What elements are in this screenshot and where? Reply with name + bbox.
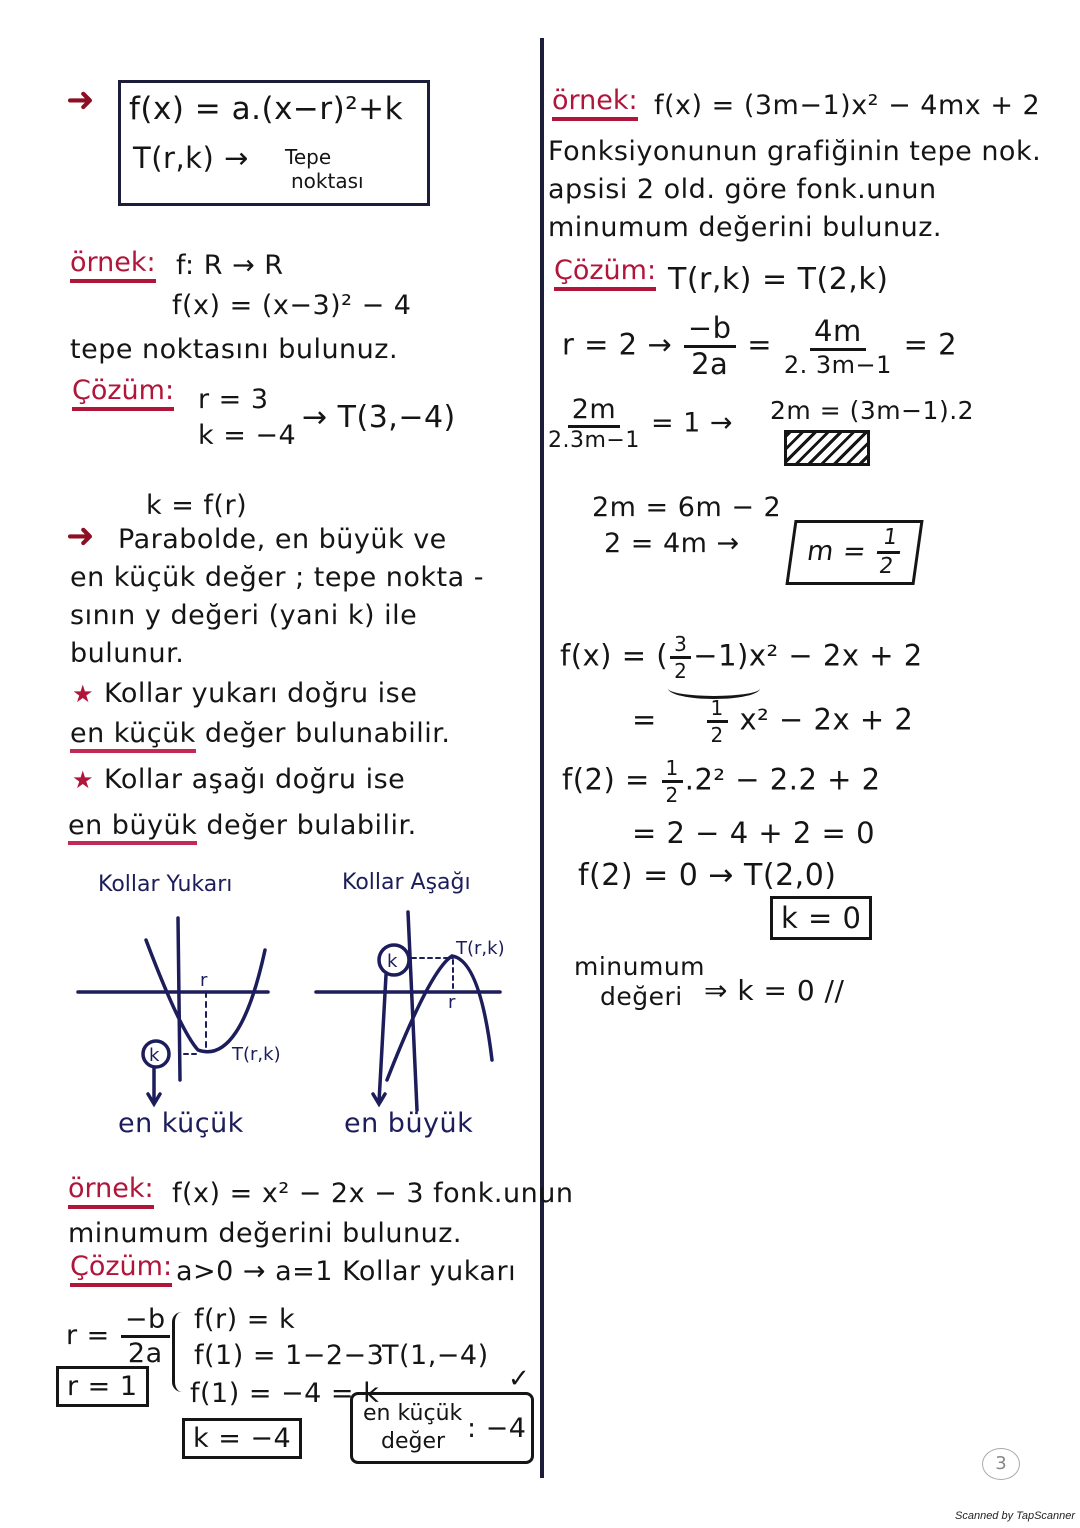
rule-line-4: bulunur. [70, 638, 185, 669]
final-label-1: minumum [574, 952, 706, 981]
example1-k: k = −4 [198, 420, 297, 451]
red-arrow-icon: ➜ [66, 80, 95, 120]
final-value: ⇒ k = 0 // [704, 974, 845, 1007]
star-icon: ★ [72, 680, 94, 708]
answer-box: en küçük değer : −4 [350, 1392, 534, 1464]
example2-formula: f(x) = (3m−1)x² − 4mx + 2 [654, 90, 1041, 121]
vertex-form-formula: f(x) = a.(x−r)²+k [129, 91, 404, 127]
example-label: örnek: [68, 1174, 154, 1209]
star1-rest: değer bulunabilir. [204, 718, 451, 749]
example2-s5: 2 = 4m → [604, 528, 740, 559]
solution-label: Çözüm: [554, 256, 656, 291]
graph2-r-label: r [448, 992, 456, 1013]
example2-s2: r = 2 → $\frac{-b}{2a}$ = $\frac{4m}{2. 3m-1}$ = 2 [562, 311, 958, 381]
example2-s10: f(2) = 0 → T(2,0) [578, 858, 837, 893]
scanner-watermark: Scanned by TapScanner [955, 1510, 1076, 1522]
example1-r: r = 3 [198, 384, 269, 415]
example-label: örnek: [552, 86, 638, 121]
graph2-caption: en büyük [344, 1108, 474, 1139]
graph1-vertex-label: T(r,k) [232, 1044, 281, 1065]
checkmark-icon: ✓ [508, 1364, 530, 1394]
rule-line-3: sının y değeri (yani k) ile [70, 600, 418, 631]
star2-highlight: en büyük [68, 810, 197, 845]
m-boxed: m = $\frac{1}{2}$ [785, 520, 923, 585]
final-label-2: değeri [600, 982, 683, 1011]
solution-label: Çözüm: [72, 376, 174, 411]
graph1-caption: en küçük [118, 1108, 244, 1139]
graph2-vertex-label: T(r,k) [456, 938, 505, 959]
brace [172, 1312, 185, 1392]
example2-s7: = $\frac{1}{2}$ x² − 2x + 2 [632, 696, 914, 747]
parabola-graphs [60, 880, 530, 1140]
rule-line-2: en küçük değer ; tepe nokta - [70, 562, 485, 593]
example2-line3: minumum değerini bulunuz. [548, 212, 942, 243]
star1-line1: Kollar yukarı doğru ise [104, 678, 418, 709]
rule-line-1: Parabolde, en büyük ve [118, 524, 447, 555]
example3-step2: f(1) = 1−2−3 [194, 1340, 385, 1371]
example3-vertex: T(1,−4) [382, 1340, 489, 1371]
solution-label: Çözüm: [70, 1252, 172, 1287]
graph1-k-label: k [149, 1045, 160, 1066]
graph1-title: Kollar Yukarı [98, 872, 233, 897]
graph2-title: Kollar Aşağı [342, 870, 471, 895]
example1-question: tepe noktasını bulunuz. [70, 334, 399, 365]
red-arrow-icon: ➜ [66, 516, 95, 556]
example1-domain: f: R → R [176, 250, 284, 281]
page-number: 3 [982, 1448, 1020, 1480]
star1-highlight: en küçük [70, 718, 196, 753]
vertex-label-2: noktası [291, 169, 364, 193]
example3-step1: f(r) = k [194, 1304, 296, 1335]
column-divider [540, 38, 544, 1478]
example2-s3: $\frac{2m}{2.3m-1}$ = 1 → [548, 394, 734, 453]
example2-s4: 2m = 6m − 2 [592, 492, 782, 523]
example2-s6: f(x) = ( $\frac{3}{2}$ −1)x² − 2x + 2 [560, 632, 923, 683]
example2-s1: T(r,k) = T(2,k) [668, 262, 889, 297]
star-icon: ★ [72, 766, 94, 794]
star2-line1: Kollar aşağı doğru ise [104, 764, 406, 795]
example2-s9: = 2 − 4 + 2 = 0 [632, 816, 876, 850]
example3-solution-line: a>0 → a=1 Kollar yukarı [176, 1256, 517, 1287]
example1-result: → T(3,−4) [302, 400, 456, 435]
example2-s3-rhs: 2m = (3m−1).2 [770, 396, 975, 425]
example2-line2: apsisi 2 old. göre fonk.unun [548, 174, 937, 205]
example3-line2: minumum değerini bulunuz. [68, 1218, 462, 1249]
scribbled-out-box [784, 430, 870, 466]
star2-rest: değer bulabilir. [206, 810, 417, 841]
example2-s8: f(2) = $\frac{1}{2}$ .2² − 2.2 + 2 [562, 756, 881, 807]
example3-line1: f(x) = x² − 2x − 3 fonk.unun [172, 1178, 574, 1209]
k-boxed: k = −4 [182, 1418, 302, 1459]
example1-function: f(x) = (x−3)² − 4 [172, 290, 412, 321]
example-label: örnek: [70, 248, 156, 283]
graph2-k-label: k [387, 951, 398, 972]
r-formula: r = $\frac{-b}{2a}$ [66, 1306, 172, 1367]
example3-step3: f(1) = −4 = k [190, 1378, 380, 1409]
r-boxed: r = 1 [56, 1366, 149, 1407]
vertex-formula-box [118, 80, 430, 206]
vertex-notation: T(r,k) → [133, 141, 249, 175]
k-boxed: k = 0 [770, 896, 872, 940]
graph1-r-label: r [200, 970, 208, 991]
example2-line1: Fonksiyonunun grafiğinin tepe nok. [548, 136, 1042, 167]
k-equals-f-r: k = f(r) [146, 490, 248, 521]
vertex-label-1: Tepe [285, 145, 332, 169]
